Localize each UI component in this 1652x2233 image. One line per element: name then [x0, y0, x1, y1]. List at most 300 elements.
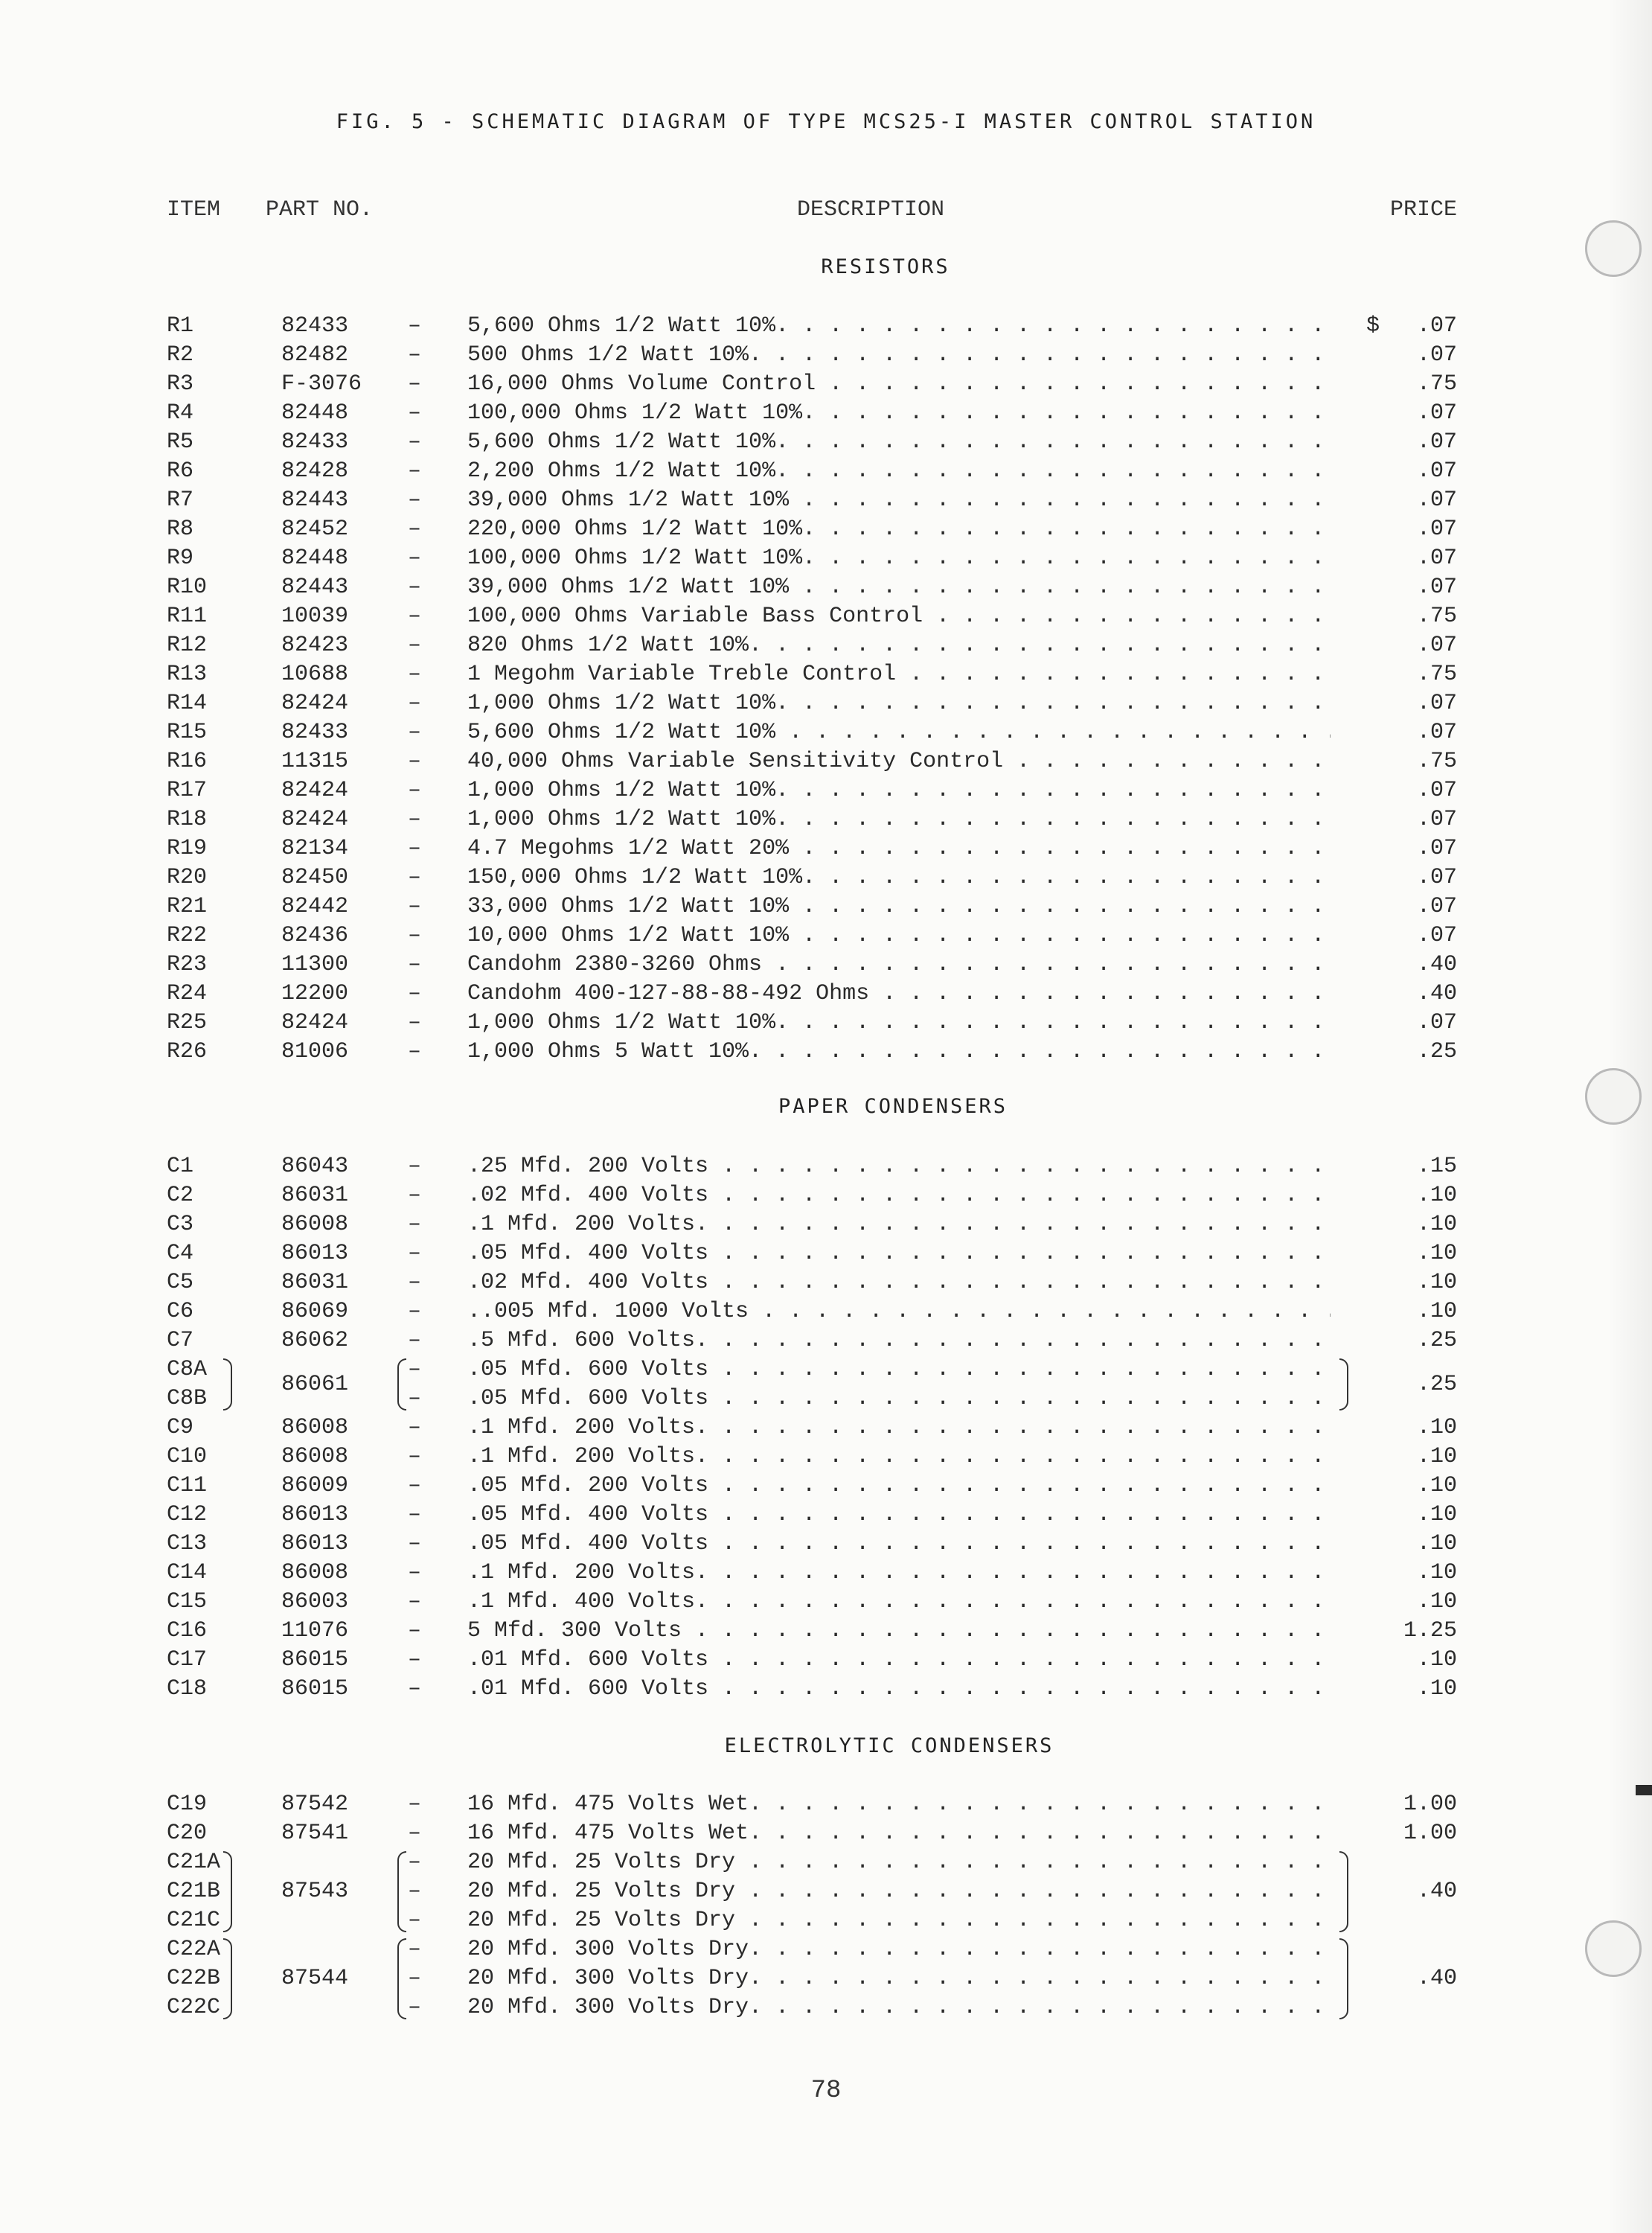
brace-price-group [1339, 1938, 1348, 2019]
item-description: 33,000 Ohms 1/2 Watt 10% . . . [467, 892, 1331, 921]
item-code: R25 [167, 1010, 208, 1035]
row-dash: – [408, 1039, 422, 1064]
row-dash: – [408, 952, 422, 977]
part-number: 81006 [281, 1039, 349, 1064]
item-price: .07 [1416, 488, 1457, 513]
item-code: R10 [167, 575, 208, 600]
currency-symbol: $ [1366, 313, 1380, 339]
item-description: .02 Mfd. 400 Volts . . . [467, 1181, 1331, 1210]
item-code: R23 [167, 952, 208, 977]
part-number: 82424 [281, 807, 349, 832]
item-price: .07 [1416, 691, 1457, 716]
parts-row [0, 660, 1652, 689]
item-code: R22 [167, 923, 208, 948]
item-code: R4 [167, 400, 194, 426]
parts-row [0, 1210, 1652, 1239]
part-number: 82428 [281, 459, 349, 484]
header-item: ITEM [167, 197, 221, 223]
part-number: 82134 [281, 836, 349, 861]
item-price: .10 [1416, 1270, 1457, 1295]
parts-row [0, 1617, 1652, 1646]
item-code: C9 [167, 1415, 194, 1440]
figure-title: FIG. 5 - SCHEMATIC DIAGRAM OF TYPE MCS25-I MASTER CONTROL STATION [336, 110, 1316, 133]
item-description: .05 Mfd. 400 Volts . . . [467, 1239, 1331, 1268]
item-description: 220,000 Ohms 1/2 Watt 10%. . . . [467, 515, 1331, 544]
part-number: 86008 [281, 1415, 349, 1440]
item-code: R13 [167, 662, 208, 687]
item-description: 16 Mfd. 475 Volts Wet. . . . [467, 1790, 1331, 1819]
item-code: C7 [167, 1328, 194, 1353]
item-code: C10 [167, 1444, 208, 1469]
grouped-parts [0, 1935, 1652, 2022]
parts-row [0, 631, 1652, 660]
header-description: DESCRIPTION [797, 197, 945, 223]
item-price: .07 [1416, 836, 1457, 861]
row-dash: – [408, 1995, 422, 2020]
item-code: C17 [167, 1647, 208, 1673]
row-dash: – [408, 313, 422, 339]
parts-row [0, 1297, 1652, 1326]
item-description: 5 Mfd. 300 Volts . . . [467, 1617, 1331, 1646]
item-description: .01 Mfd. 600 Volts . . . [467, 1675, 1331, 1704]
parts-row [0, 805, 1652, 834]
item-description: 5,600 Ohms 1/2 Watt 10%. . . . [467, 312, 1331, 341]
row-dash: – [408, 1937, 422, 1962]
row-dash: – [408, 371, 422, 397]
row-dash: – [408, 1386, 422, 1411]
item-price: .07 [1416, 894, 1457, 919]
parts-row [0, 1646, 1652, 1675]
item-price: .40 [1416, 981, 1457, 1006]
item-price: .07 [1416, 517, 1457, 542]
item-code: C14 [167, 1560, 208, 1585]
item-description: 500 Ohms 1/2 Watt 10%. . . . [467, 341, 1331, 370]
item-description: 1,000 Ohms 1/2 Watt 10%. . . . [467, 1009, 1331, 1038]
parts-row [0, 747, 1652, 776]
item-description: 150,000 Ohms 1/2 Watt 10%. . . . [467, 863, 1331, 892]
item-price: .07 [1416, 1010, 1457, 1035]
item-code: R21 [167, 894, 208, 919]
header-part-no: PART NO. [266, 197, 374, 223]
parts-row [0, 312, 1652, 341]
item-price: .10 [1416, 1589, 1457, 1614]
item-price: .10 [1416, 1444, 1457, 1469]
item-description: 100,000 Ohms 1/2 Watt 10%. . . . [467, 544, 1331, 573]
row-dash: – [408, 807, 422, 832]
item-price: 1.25 [1403, 1618, 1457, 1643]
item-description: 1,000 Ohms 1/2 Watt 10%. . . . [467, 776, 1331, 805]
row-dash: – [408, 1357, 422, 1382]
part-number: 82448 [281, 400, 349, 426]
item-code: C16 [167, 1618, 208, 1643]
part-number: 86062 [281, 1328, 349, 1353]
row-dash: – [408, 1212, 422, 1237]
row-dash: – [408, 662, 422, 687]
parts-row [0, 457, 1652, 486]
part-number: 11076 [281, 1618, 349, 1643]
part-number: 82424 [281, 691, 349, 716]
item-description: .1 Mfd. 200 Volts. . . . [467, 1210, 1331, 1239]
row-dash: – [408, 836, 422, 861]
brace-description-group [397, 1938, 406, 2019]
row-dash: – [408, 720, 422, 745]
part-number: 86015 [281, 1647, 349, 1673]
brace-price-group [1339, 1851, 1348, 1932]
part-number: 86061 [281, 1371, 349, 1397]
page-number: 78 [810, 2077, 842, 2105]
row-dash: – [408, 1908, 422, 1933]
item-price: 1.00 [1403, 1821, 1457, 1846]
parts-row [0, 370, 1652, 399]
item-description: 20 Mfd. 300 Volts Dry. . . . [467, 1993, 1331, 2022]
parts-row [0, 776, 1652, 805]
item-price: .07 [1416, 342, 1457, 368]
parts-row [0, 486, 1652, 515]
row-dash: – [408, 546, 422, 571]
item-description: 1 Megohm Variable Treble Control . . . [467, 660, 1331, 689]
parts-row [0, 544, 1652, 573]
parts-row [0, 1268, 1652, 1297]
item-code: C15 [167, 1589, 208, 1614]
item-description: .1 Mfd. 200 Volts. . . . [467, 1413, 1331, 1443]
row-dash: – [408, 1010, 422, 1035]
parts-row [0, 1675, 1652, 1704]
item-description: 16 Mfd. 475 Volts Wet. . . . [467, 1819, 1331, 1848]
item-code: C3 [167, 1212, 194, 1237]
part-number: 10688 [281, 662, 349, 687]
item-description: ..005 Mfd. 1000 Volts . . . [467, 1297, 1331, 1326]
grouped-parts [0, 1848, 1652, 1935]
item-description: 820 Ohms 1/2 Watt 10%. . . . [467, 631, 1331, 660]
item-price: .75 [1416, 371, 1457, 397]
item-description: .05 Mfd. 200 Volts . . . [467, 1472, 1331, 1501]
item-code: C12 [167, 1502, 208, 1527]
item-description: .05 Mfd. 600 Volts . . . [467, 1384, 1331, 1413]
part-number: 87543 [281, 1879, 349, 1904]
part-number: 87542 [281, 1792, 349, 1817]
grouped-line [0, 1877, 1652, 1906]
parts-row [0, 921, 1652, 951]
item-code: C5 [167, 1270, 194, 1295]
item-code: R26 [167, 1039, 208, 1064]
item-price: .10 [1416, 1212, 1457, 1237]
parts-row [0, 892, 1652, 921]
item-price: .10 [1416, 1531, 1457, 1556]
row-dash: – [408, 459, 422, 484]
part-number: 82424 [281, 778, 349, 803]
item-code: R12 [167, 633, 208, 658]
item-code: C22A [167, 1937, 221, 1962]
item-description: .25 Mfd. 200 Volts . . . [467, 1152, 1331, 1181]
row-dash: – [408, 604, 422, 629]
part-number: 86008 [281, 1444, 349, 1469]
brace-price-group [1339, 1358, 1348, 1411]
item-description: .05 Mfd. 400 Volts . . . [467, 1501, 1331, 1530]
row-dash: – [408, 1444, 422, 1469]
parts-row [0, 718, 1652, 747]
header-price: PRICE [1389, 197, 1457, 223]
part-number: 86009 [281, 1473, 349, 1498]
item-price: .10 [1416, 1560, 1457, 1585]
parts-row [0, 1501, 1652, 1530]
item-description: 5,600 Ohms 1/2 Watt 10%. . . . [467, 428, 1331, 457]
item-price: .10 [1416, 1241, 1457, 1266]
item-code: R6 [167, 459, 194, 484]
item-price: .07 [1416, 459, 1457, 484]
item-code: C21C [167, 1908, 221, 1933]
item-code: C8A [167, 1357, 208, 1382]
row-dash: – [408, 517, 422, 542]
item-description: 40,000 Ohms Variable Sensitivity Control . . . [467, 747, 1331, 776]
item-price: .25 [1416, 1039, 1457, 1064]
row-dash: – [408, 1241, 422, 1266]
item-price: .10 [1416, 1676, 1457, 1702]
parts-row [0, 1559, 1652, 1588]
row-dash: – [408, 1154, 422, 1179]
row-dash: – [408, 1328, 422, 1353]
parts-row [0, 1152, 1652, 1181]
part-number: 86008 [281, 1212, 349, 1237]
parts-row [0, 341, 1652, 370]
item-code: C19 [167, 1792, 208, 1817]
section-heading-electrolytic-condensers: ELECTROLYTIC CONDENSERS [724, 1734, 1054, 1757]
part-number: 82448 [281, 546, 349, 571]
brace-item-group [223, 1358, 232, 1411]
grouped-line [0, 1993, 1652, 2022]
item-code: C13 [167, 1531, 208, 1556]
part-number: 82433 [281, 720, 349, 745]
row-dash: – [408, 981, 422, 1006]
parts-row [0, 399, 1652, 428]
brace-description-group [397, 1851, 406, 1932]
part-number: 11300 [281, 952, 349, 977]
part-number: 86013 [281, 1531, 349, 1556]
part-number: 82482 [281, 342, 349, 368]
item-code: R1 [167, 313, 194, 339]
parts-row [0, 951, 1652, 980]
grouped-line [0, 1964, 1652, 1993]
item-code: C11 [167, 1473, 208, 1498]
row-dash: – [408, 691, 422, 716]
row-dash: – [408, 400, 422, 426]
parts-row [0, 573, 1652, 602]
row-dash: – [408, 1502, 422, 1527]
part-number: 11315 [281, 749, 349, 774]
parts-row [0, 602, 1652, 631]
part-number: 82423 [281, 633, 349, 658]
parts-row [0, 1181, 1652, 1210]
part-number: 12200 [281, 981, 349, 1006]
item-price: .40 [1416, 1966, 1457, 1991]
row-dash: – [408, 865, 422, 890]
item-code: C22B [167, 1966, 221, 1991]
item-description: .1 Mfd. 400 Volts. . . . [467, 1588, 1331, 1617]
row-dash: – [408, 923, 422, 948]
item-description: 1,000 Ohms 1/2 Watt 10%. . . . [467, 805, 1331, 834]
row-dash: – [408, 1589, 422, 1614]
part-number: 82433 [281, 313, 349, 339]
item-code: R11 [167, 604, 208, 629]
item-description: 20 Mfd. 300 Volts Dry. . . . [467, 1935, 1331, 1964]
part-number: 86003 [281, 1589, 349, 1614]
item-price: .07 [1416, 400, 1457, 426]
part-number: 82450 [281, 865, 349, 890]
item-code: C21A [167, 1850, 221, 1875]
part-number: 82424 [281, 1010, 349, 1035]
part-number: 86013 [281, 1241, 349, 1266]
item-code: R15 [167, 720, 208, 745]
part-number: 86015 [281, 1676, 349, 1702]
parts-row [0, 689, 1652, 718]
item-price: .07 [1416, 429, 1457, 455]
part-number: 82452 [281, 517, 349, 542]
row-dash: – [408, 1473, 422, 1498]
item-description: 39,000 Ohms 1/2 Watt 10% . . . [467, 573, 1331, 602]
grouped-line [0, 1848, 1652, 1877]
row-dash: – [408, 488, 422, 513]
part-number: F-3076 [281, 371, 362, 397]
parts-row [0, 834, 1652, 863]
item-description: 20 Mfd. 25 Volts Dry . . . [467, 1848, 1331, 1877]
item-price: .75 [1416, 749, 1457, 774]
row-dash: – [408, 1966, 422, 1991]
parts-row [0, 515, 1652, 544]
row-dash: – [408, 633, 422, 658]
item-price: .75 [1416, 604, 1457, 629]
item-description: .5 Mfd. 600 Volts. . . . [467, 1326, 1331, 1355]
item-description: Candohm 400-127-88-88-492 Ohms . . . [467, 980, 1331, 1009]
item-price: .07 [1416, 807, 1457, 832]
item-code: R5 [167, 429, 194, 455]
item-code: R14 [167, 691, 208, 716]
item-price: .07 [1416, 778, 1457, 803]
item-code: C22C [167, 1995, 221, 2020]
row-dash: – [408, 1531, 422, 1556]
row-dash: – [408, 1270, 422, 1295]
brace-item-group [223, 1851, 232, 1932]
item-price: .75 [1416, 662, 1457, 687]
parts-row [0, 428, 1652, 457]
part-number: 82443 [281, 488, 349, 513]
part-number: 86043 [281, 1154, 349, 1179]
item-code: C2 [167, 1183, 194, 1208]
part-number: 82436 [281, 923, 349, 948]
row-dash: – [408, 575, 422, 600]
item-code: R19 [167, 836, 208, 861]
grouped-parts [0, 1355, 1652, 1413]
item-description: 100,000 Ohms Variable Bass Control . . . [467, 602, 1331, 631]
parts-row [0, 1790, 1652, 1819]
grouped-line [0, 1355, 1652, 1384]
item-description: .01 Mfd. 600 Volts . . . [467, 1646, 1331, 1675]
item-price: .40 [1416, 1879, 1457, 1904]
item-price: .25 [1416, 1328, 1457, 1353]
item-description: 2,200 Ohms 1/2 Watt 10%. . . . [467, 457, 1331, 486]
parts-row [0, 863, 1652, 892]
part-number: 82442 [281, 894, 349, 919]
part-number: 87541 [281, 1821, 349, 1846]
item-code: R24 [167, 981, 208, 1006]
item-price: .07 [1416, 865, 1457, 890]
item-code: C1 [167, 1154, 194, 1179]
row-dash: – [408, 778, 422, 803]
row-dash: – [408, 1618, 422, 1643]
item-description: 1,000 Ohms 1/2 Watt 10%. . . . [467, 689, 1331, 718]
item-code: R16 [167, 749, 208, 774]
item-price: .10 [1416, 1473, 1457, 1498]
item-price: .10 [1416, 1647, 1457, 1673]
part-number: 82443 [281, 575, 349, 600]
parts-row [0, 1530, 1652, 1559]
item-description: 39,000 Ohms 1/2 Watt 10% . . . [467, 486, 1331, 515]
item-code: R20 [167, 865, 208, 890]
item-description: 20 Mfd. 25 Volts Dry . . . [467, 1877, 1331, 1906]
parts-row [0, 1472, 1652, 1501]
grouped-line [0, 1384, 1652, 1413]
row-dash: – [408, 1560, 422, 1585]
item-code: R7 [167, 488, 194, 513]
item-code: R3 [167, 371, 194, 397]
row-dash: – [408, 1183, 422, 1208]
item-description: 1,000 Ohms 5 Watt 10%. . . . [467, 1038, 1331, 1067]
item-price: .40 [1416, 952, 1457, 977]
item-description: 20 Mfd. 25 Volts Dry . . . [467, 1906, 1331, 1935]
item-code: R18 [167, 807, 208, 832]
row-dash: – [408, 1415, 422, 1440]
item-price: .10 [1416, 1502, 1457, 1527]
item-description: 16,000 Ohms Volume Control . . . [467, 370, 1331, 399]
parts-row [0, 1009, 1652, 1038]
item-code: C6 [167, 1299, 194, 1324]
item-code: R17 [167, 778, 208, 803]
part-number: 82433 [281, 429, 349, 455]
parts-row [0, 1038, 1652, 1067]
item-price: .07 [1416, 575, 1457, 600]
item-code: C21B [167, 1879, 221, 1904]
item-price: .07 [1416, 313, 1457, 339]
parts-row [0, 1588, 1652, 1617]
item-price: .10 [1416, 1299, 1457, 1324]
parts-row [0, 1413, 1652, 1443]
part-number: 87544 [281, 1966, 349, 1991]
row-dash: – [408, 1676, 422, 1702]
item-code: C8B [167, 1386, 208, 1411]
row-dash: – [408, 1821, 422, 1846]
part-number: 86031 [281, 1270, 349, 1295]
row-dash: – [408, 894, 422, 919]
item-code: R8 [167, 517, 194, 542]
grouped-line [0, 1935, 1652, 1964]
item-description: 100,000 Ohms 1/2 Watt 10%. . . . [467, 399, 1331, 428]
item-price: .07 [1416, 546, 1457, 571]
item-price: .07 [1416, 923, 1457, 948]
grouped-line [0, 1906, 1652, 1935]
item-price: 1.00 [1403, 1792, 1457, 1817]
item-description: .05 Mfd. 400 Volts . . . [467, 1530, 1331, 1559]
parts-row [0, 1326, 1652, 1355]
item-price: .10 [1416, 1183, 1457, 1208]
item-description: 5,600 Ohms 1/2 Watt 10% . . . [467, 718, 1331, 747]
section-heading-resistors: RESISTORS [821, 255, 950, 278]
item-description: 10,000 Ohms 1/2 Watt 10% . . . [467, 921, 1331, 951]
parts-row [0, 1239, 1652, 1268]
row-dash: – [408, 429, 422, 455]
part-number: 86008 [281, 1560, 349, 1585]
parts-row [0, 1443, 1652, 1472]
item-code: C20 [167, 1821, 208, 1846]
item-description: .02 Mfd. 400 Volts . . . [467, 1268, 1331, 1297]
row-dash: – [408, 342, 422, 368]
